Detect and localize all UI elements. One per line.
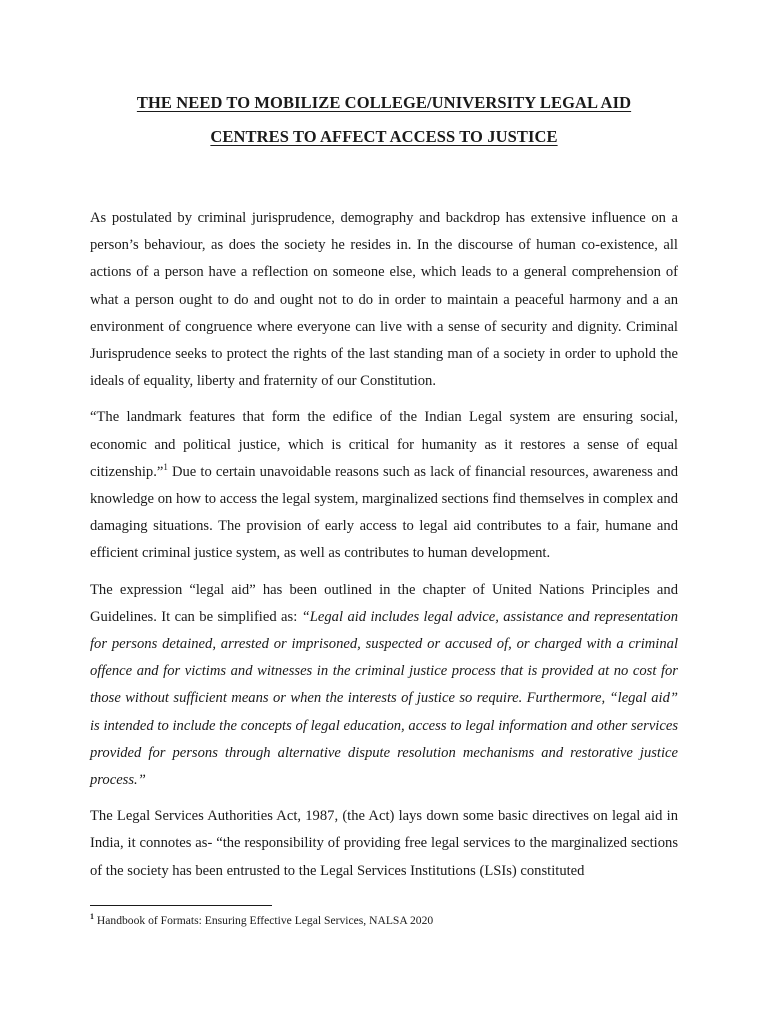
paragraph-1: As postulated by criminal jurisprudence, demography and backdrop has extensive influence on a person’s behaviour, as does the society he resides in. In the discourse of human co-existence, all actions of a person have a reflection on someone else, which leads to a general comprehension of what a person ought to do and ought not to do in order to maintain a peaceful harmony and a an environment of congruence where everyone can live with a sense of security and dignity. Criminal Jurisprudence seeks to protect the rights of the last standing man of a society in order to uphold the ideals of equality, liberty and fraternity of our Constitution. bbox=[90, 210, 678, 390]
paragraph-2-rest: Due to certain unavoidable reasons such as lack of financial resources, awareness and knowledge on how to access the legal system, marginalized sections find themselves in complex and damaging situations. The provision of early access to legal aid contributes to a fair, humane and efficient criminal justice system, as well as contributes to human development. bbox=[90, 463, 678, 562]
footnote-divider bbox=[90, 905, 272, 906]
footnote-text: Handbook of Formats: Ensuring Effective Legal Services, NALSA 2020 bbox=[94, 914, 434, 927]
footnote bbox=[90, 913, 690, 929]
paragraph-3 bbox=[90, 577, 678, 795]
document-body bbox=[90, 205, 678, 894]
footnote-reference: 1 bbox=[163, 461, 168, 472]
legal-aid-definition-quote: “Legal aid includes legal advice, assistance and representation for persons detained, arrested or imprisoned, suspected or accused of, or charged with a criminal offence and for victims and witnesses in the criminal justice process that is provided at no cost for those without sufficient means or when the interests of justice so require. Furthermore, “legal aid” is intended to include the concepts of legal education, access to legal information and other services provided for persons through alternative dispute resolution mechanisms and restorative justice process.” bbox=[90, 608, 678, 789]
footnote-number: 1 bbox=[90, 912, 94, 922]
document-title bbox=[90, 86, 678, 154]
paragraph-3-intro: The expression “legal aid” has been outlined in the chapter of United Nations Principles and Guidelines. It can be simplified as: bbox=[90, 581, 678, 625]
title-line-2: CENTRES TO AFFECT ACCESS TO JUSTICE bbox=[210, 127, 558, 146]
paragraph-2-quote: “The landmark features that form the edifice of the Indian Legal system are ensuring social, economic and political justice, which is critical for humanity as it restores a sense of equal citizenship.” bbox=[90, 409, 678, 480]
title-line-1: THE NEED TO MOBILIZE COLLEGE/UNIVERSITY LEGAL AID bbox=[136, 93, 632, 112]
paragraph-4: The Legal Services Authorities Act, 1987, (the Act) lays down some basic directives on legal aid in India, it connotes as- “the responsibility of providing free legal services to the marginalized sections of the society has been entrusted to the Legal Services Institutions (LSIs) constituted bbox=[90, 808, 678, 879]
paragraph-2 bbox=[90, 404, 678, 567]
